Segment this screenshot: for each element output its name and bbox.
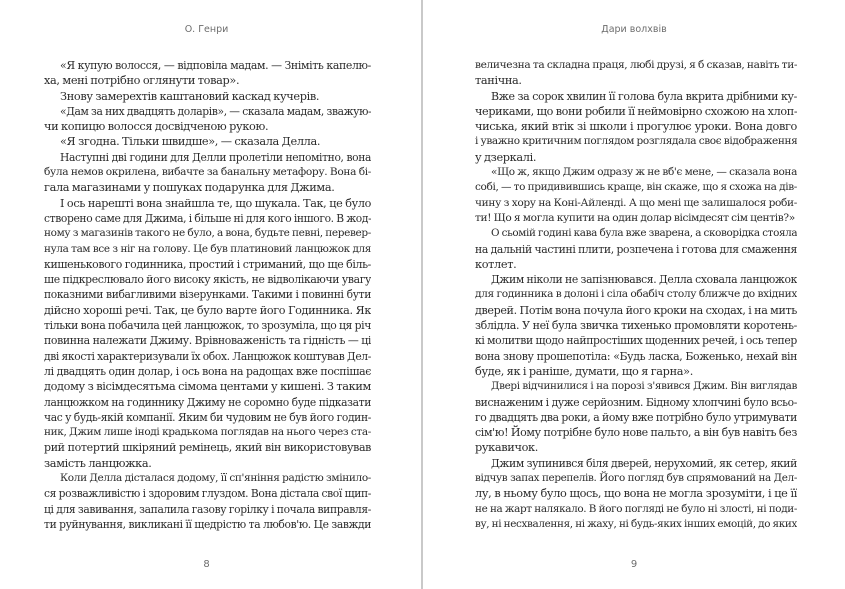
- text-line: вона знову прошепотіла: «Будь ласка, Боженько, нехай він: [475, 349, 797, 363]
- paragraph: [475, 58, 797, 89]
- text-line: кишенькового годинника, простий і стриманий, що ще біль-: [44, 257, 371, 271]
- text-line: ці для завивання, запалила газову горілку і почала виправля-: [44, 502, 371, 516]
- text-line: ше підкреслювало його високу якість, не відволікаючи увагу: [44, 273, 371, 287]
- left-page: [0, 0, 421, 589]
- text-line: додому з вісімдесятьма сімома центами у кишені. З таким: [44, 380, 371, 394]
- paragraph: [475, 165, 797, 226]
- left-page-text: [44, 58, 371, 532]
- text-line: Джим ніколи не запізнювався. Делла сховала ланцюжок: [491, 273, 797, 287]
- text-line: дверей. Потім вона почула його кроки на сходах, і на мить: [475, 303, 797, 317]
- text-line: була немов окрилена, вибачте за банальну метафору. Вона бі-: [44, 166, 371, 179]
- text-line: ву, ні несхвалення, ні жаху, ні будь-яких інших емоцій, до яких: [475, 517, 797, 530]
- text-line: гала магазинами у пошуках подарунка для Джима.: [44, 181, 335, 195]
- text-line: котлет.: [475, 257, 517, 271]
- text-line: дві якості характеризували їх обох. Ланцюжок коштував Дел-: [44, 349, 371, 363]
- text-line: ся розважливістю і здоровим глуздом. Вона дістала свої щип-: [44, 487, 371, 501]
- text-line: і уважно критичним поглядом розглядала своє відображення: [475, 135, 797, 148]
- text-line: танічна.: [475, 74, 522, 88]
- paragraph: [475, 456, 797, 532]
- text-line: величезна та складна праця, любі друзі, я б сказав, навіть ти-: [475, 59, 797, 71]
- text-line: у дзеркалі.: [475, 150, 537, 164]
- text-line: буде, як і раніше, думати, що я гарна».: [475, 364, 693, 378]
- paragraph: [44, 196, 371, 471]
- text-line: Джим зупинився біля дверей, нерухомий, як сетер, який: [491, 456, 797, 470]
- running-head-title: Дари волхвів: [601, 24, 667, 35]
- text-line: не на жарт налякало. В його погляді не було ні злості, ні поди-: [475, 502, 797, 515]
- text-line: ланцюжком на годиннику Джиму не соромно буде підказати: [44, 395, 371, 409]
- paragraph: [475, 226, 797, 272]
- text-line: чину з хору на Коні-Айленді. А що мені ще залишалося роби-: [475, 196, 797, 209]
- text-line: Двері відчинилися і на порозі з'явився Джим. Він виглядав: [491, 380, 797, 393]
- text-line: відчув запах перепелів. Його погляд був спрямований на Дел-: [475, 472, 797, 485]
- text-line: рукавичок.: [475, 441, 538, 455]
- text-line: нула там все з ніг на голову. Це був платиновий ланцюжок для: [44, 242, 371, 255]
- text-line: І ось нарешті вона знайшла те, що шукала. Так, це було: [60, 196, 371, 210]
- paragraph: [44, 104, 371, 135]
- text-line: ха, мені потрібно оглянути товар».: [44, 74, 240, 88]
- text-line: замість ланцюжка.: [44, 456, 152, 470]
- paragraph: [475, 272, 797, 379]
- text-line: лу, в ньому було щось, що вона не могла зрозуміти, і це її: [475, 487, 797, 501]
- text-line: час у будь-якій компанії. Яким би чудовим не був його годин-: [44, 410, 371, 424]
- right-page-text: [475, 58, 797, 532]
- text-line: ти руйнування, викликані її щедрістю та любов'ю. Це завжди: [44, 517, 371, 531]
- text-line: собі, — то придивившись краще, він скаже, що я схожа на дів-: [475, 181, 797, 194]
- text-line: чиська, який втік зі школи і прогулює уроки. Вона довго: [475, 120, 797, 134]
- text-line: чериками, що вони робили її неймовірно схожою на хлоп-: [475, 104, 797, 118]
- text-line: «Що ж, якщо Джим одразу ж не вб'є мене, — сказала вона: [491, 166, 797, 179]
- text-line: ному з магазинів такого не було, а вона, будьте певні, перевер-: [44, 227, 371, 240]
- text-line: чи копицю волосся досвідченою рукою.: [44, 120, 269, 134]
- text-line: ти! Що я могла купити на один долар вісімдесят сім центів?»: [475, 211, 795, 224]
- text-line: лі двадцять один долар, і ось вона на радощах вже поспішає: [44, 364, 371, 378]
- text-line: повинна належати Джиму. Врівноваженість та гідність — ці: [44, 334, 371, 348]
- running-head-author: О. Генри: [184, 24, 229, 35]
- text-line: виснаженим і дуже серйозним. Бідному хлопчині було всьо-: [475, 395, 797, 409]
- page-number: 9: [630, 559, 638, 570]
- text-line: го двадцять два роки, а йому вже потрібно було утримувати: [475, 410, 797, 424]
- paragraph: [475, 89, 797, 165]
- paragraph: [44, 150, 371, 196]
- text-line: для годинника в долоні і сіла обабіч столу ближче до вхідних: [475, 288, 797, 301]
- text-line: Наступні дві години для Делли пролетіли непомітно, вона: [60, 150, 371, 164]
- paragraph: [44, 134, 371, 149]
- right-page: [423, 0, 845, 589]
- text-line: кі молитви щодо найпростіших щоденних речей, і ось тепер: [475, 334, 797, 348]
- text-line: зблідла. У неї була звичка тихенько промовляти коротень-: [475, 319, 797, 333]
- text-line: «Дам за них двадцять доларів», — сказала мадам, зважую-: [60, 104, 371, 118]
- text-line: О сьомій годині кава була вже зварена, а сковорідка стояла: [491, 227, 797, 240]
- text-line: «Я згодна. Тільки швидше», — сказала Делла.: [60, 135, 321, 149]
- text-line: тільки вона побачила цей ланцюжок, то зрозуміла, що ця річ: [44, 319, 371, 333]
- text-line: Вже за сорок хвилин її голова була вкрита дрібними ку-: [491, 89, 797, 103]
- text-line: показними вибагливими візерунками. Такими і повинні бути: [44, 288, 371, 302]
- text-line: ник, Джим лише іноді крадькома поглядав на нього через ста-: [44, 426, 371, 439]
- paragraph: [44, 89, 371, 104]
- text-line: Коли Делла дісталася додому, її сп'яніння радістю змінило-: [60, 472, 371, 485]
- text-line: дійсно хороші речі. Так, це було варте його Годинника. Як: [44, 303, 371, 317]
- text-line: створено саме для Джима, і більше ні для кого іншого. В жод-: [44, 211, 371, 225]
- text-line: на дальній частині плити, розпечена і готова для смаження: [475, 242, 797, 256]
- text-line: рий потертий шкіряний ремінець, який він використовував: [44, 441, 371, 455]
- text-line: сім'ю! Йому потрібне було нове пальто, а він був навіть без: [475, 426, 797, 440]
- paragraph: [44, 471, 371, 532]
- text-line: Знову замерехтів каштановий каскад кучерів.: [60, 89, 320, 103]
- paragraph: [475, 379, 797, 455]
- text-line: «Я купую волосся, — відповіла мадам. — Зніміть капелю-: [60, 59, 371, 72]
- page-number: 8: [203, 559, 210, 570]
- paragraph: [44, 58, 371, 89]
